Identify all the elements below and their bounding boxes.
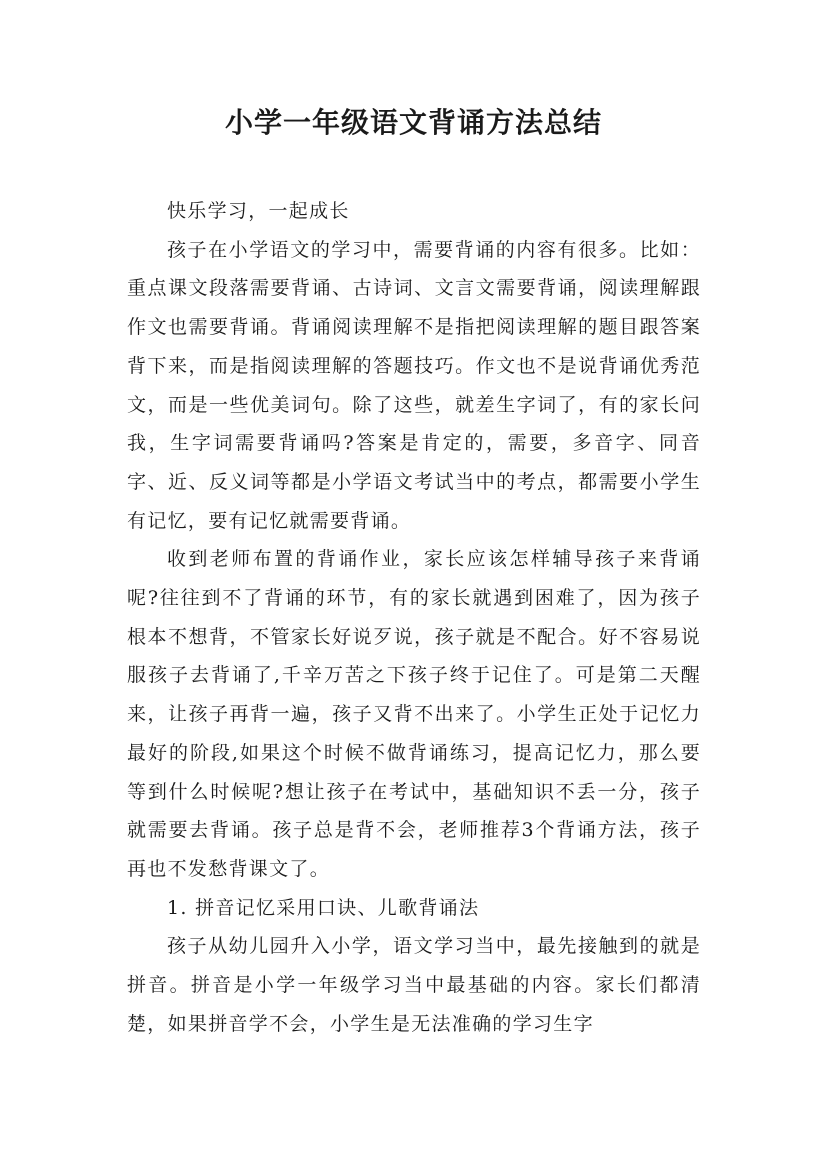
document-title: 小学一年级语文背诵方法总结: [224, 106, 602, 139]
document-body: [127, 192, 701, 1043]
paragraph-pinyin: 孩子从幼儿园升入小学，语文学习当中，最先接触到的就是拼音。拼音是小学一年级学习当中最基础的内容。家长们都清楚，如果拼音学不会，小学生是无法准确的学习生字: [127, 935, 701, 1035]
paragraph-problem: 收到老师布置的背诵作业，家长应该怎样辅导孩子来背诵呢?往往到不了背诵的环节，有的家长就遇到困难了，因为孩子根本不想背，不管家长好说歹说，孩子就是不配合。好不容易说服孩子去背诵了,千辛万苦之下孩子终于记住了。可是第二天醒来，让孩子再背一遍，孩子又背不出来了。小学生正处于记忆力最好的阶段,如果这个时候不做背诵练习，提高记忆力，那么要等到什么时候呢?想让孩子在考试中，基础知识不丢一分，孩子就需要去背诵。孩子总是背不会，老师推荐3个背诵方法，孩子再也不发愁背课文了。: [127, 548, 701, 880]
paragraph-slogan: 快乐学习，一起成长: [167, 200, 350, 222]
paragraph-intro: 孩子在小学语文的学习中，需要背诵的内容有很多。比如：重点课文段落需要背诵、古诗词、文言文需要背诵，阅读理解跟作文也需要背诵。背诵阅读理解不是指把阅读理解的题目跟答案背下来，而是指阅读理解的答题技巧。作文也不是说背诵优秀范文，而是一些优美词句。除了这些，就差生字词了，有的家长问我，生字词需要背诵吗?答案是肯定的，需要，多音字、同音字、近、反义词等都是小学语文考试当中的考点，都需要小学生有记忆，要有记忆就需要背诵。: [127, 238, 701, 532]
section-heading-1: 1. 拼音记忆采用口诀、儿歌背诵法: [167, 896, 480, 919]
